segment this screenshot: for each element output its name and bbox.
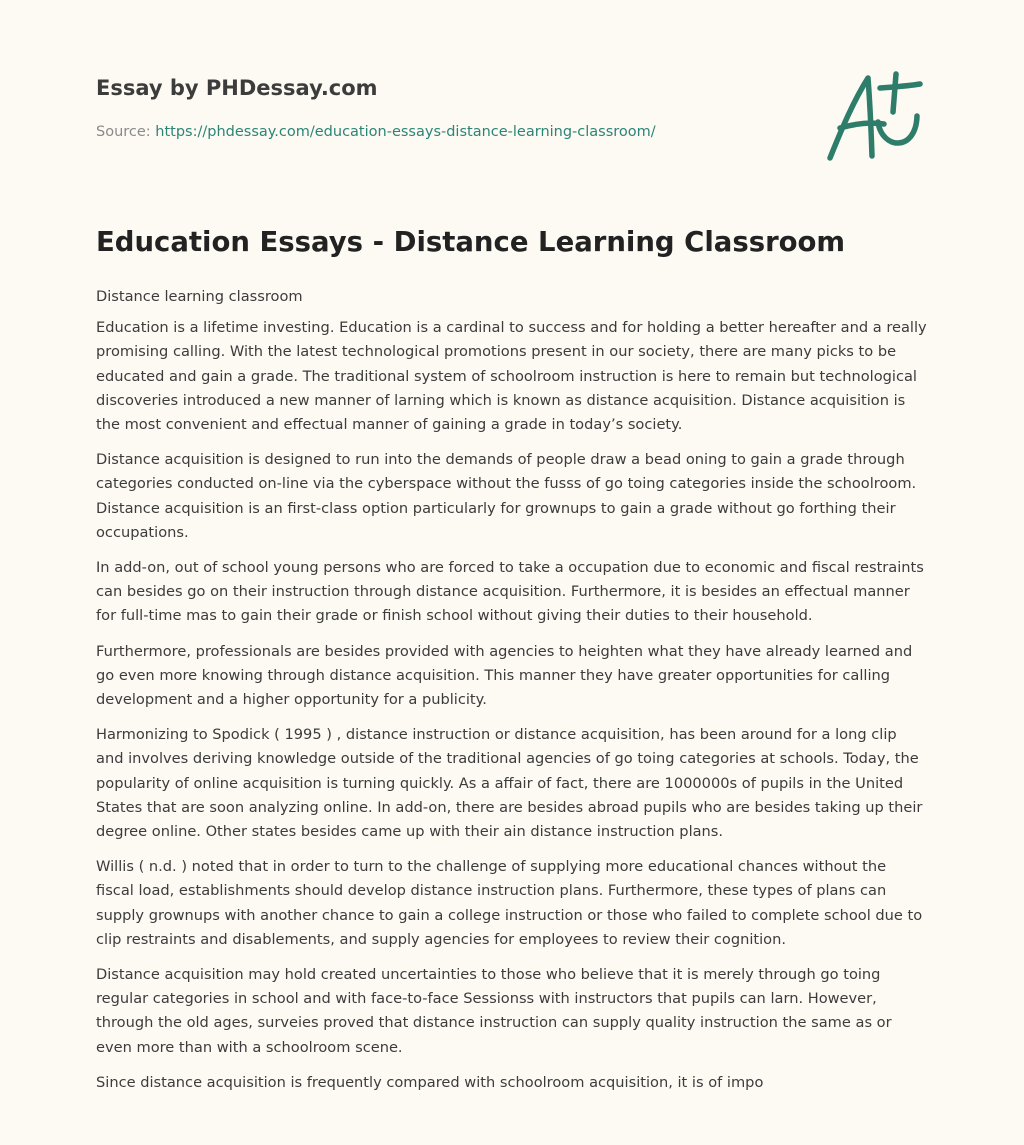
essay-paragraph: Willis ( n.d. ) noted that in order to turn to the challenge of supplying more educational chances without the fiscal load, establishments should develop distance instruction plans. Furthermore, these types of plans can supply grownups with another chance to gain a college instruction or those who failed to complete school due to clip restraints and disablements, and supply agencies for employees to review their cognition. <box>96 858 923 948</box>
essay-title: Education Essays - Distance Learning Classroom <box>96 226 846 258</box>
essay-paragraph: Furthermore, professionals are besides provided with agencies to heighten what they have already learned and go even more knowing through distance acquisition. This manner they have greater opportunities for calling development and a higher opportunity for a publicity. <box>96 642 913 709</box>
essay-paragraph: Distance acquisition is designed to run into the demands of people draw a bead oning to gain a grade through categories conducted on-line via the cyberspace without the fusss of go toing categories inside the schoolroom. Distance acquisition is an first-class option particularly for grownups to gain a grade without go forthing their occupations. <box>96 451 917 541</box>
source-line <box>96 124 656 140</box>
essay-paragraph: Distance acquisition may hold created uncertainties to those who believe that it is merely through go toing regular categories in school and with face-to-face Sessionss with instructors that pupils can larn. However, through the old ages, surveies proved that distance instruction can supply quality instruction the same as or even more than with a schoolroom scene. <box>96 966 892 1056</box>
a-plus-logo-icon <box>824 66 928 166</box>
essay-paragraph: Harmonizing to Spodick ( 1995 ) , distance instruction or distance acquisition, has been around for a long clip and involves deriving knowledge outside of the traditional agencies of go toing categories at schools. Today, the popularity of online acquisition is turning quickly. As a affair of fact, there are 1000000s of pupils in the United States that are soon analyzing online. In add-on, there are besides abroad pupils who are besides taking up their degree online. Other states besides came up with their ain distance instruction plans. <box>96 726 923 841</box>
source-link[interactable]: https://phdessay.com/education-essays-distance-learning-classroom/ <box>155 124 656 140</box>
source-label: Source: <box>96 124 151 140</box>
essay-paragraph: Since distance acquisition is frequently compared with schoolroom acquisition, it is of impo <box>96 1073 764 1091</box>
essay-subtitle: Distance learning classroom <box>96 288 303 305</box>
essay-paragraph: Education is a lifetime investing. Education is a cardinal to success and for holding a better hereafter and a really promising calling. With the latest technological promotions present in our society, there are many picks to be educated and gain a grade. The traditional system of schoolroom instruction is here to remain but technological discoveries introduced a new manner of larning which is known as distance acquisition. Distance acquisition is the most convenient and effectual manner of gaining a grade in today’s society. <box>96 319 927 434</box>
site-brand: Essay by PHDessay.com <box>96 76 378 100</box>
essay-body <box>96 285 928 1106</box>
essay-paragraph: In add-on, out of school young persons who are forced to take a occupation due to economic and fiscal restraints can besides go on their instruction through distance acquisition. Furthermore, it is besides an effectual manner for full-time mas to gain their grade or finish school without giving their duties to their household. <box>96 559 924 625</box>
